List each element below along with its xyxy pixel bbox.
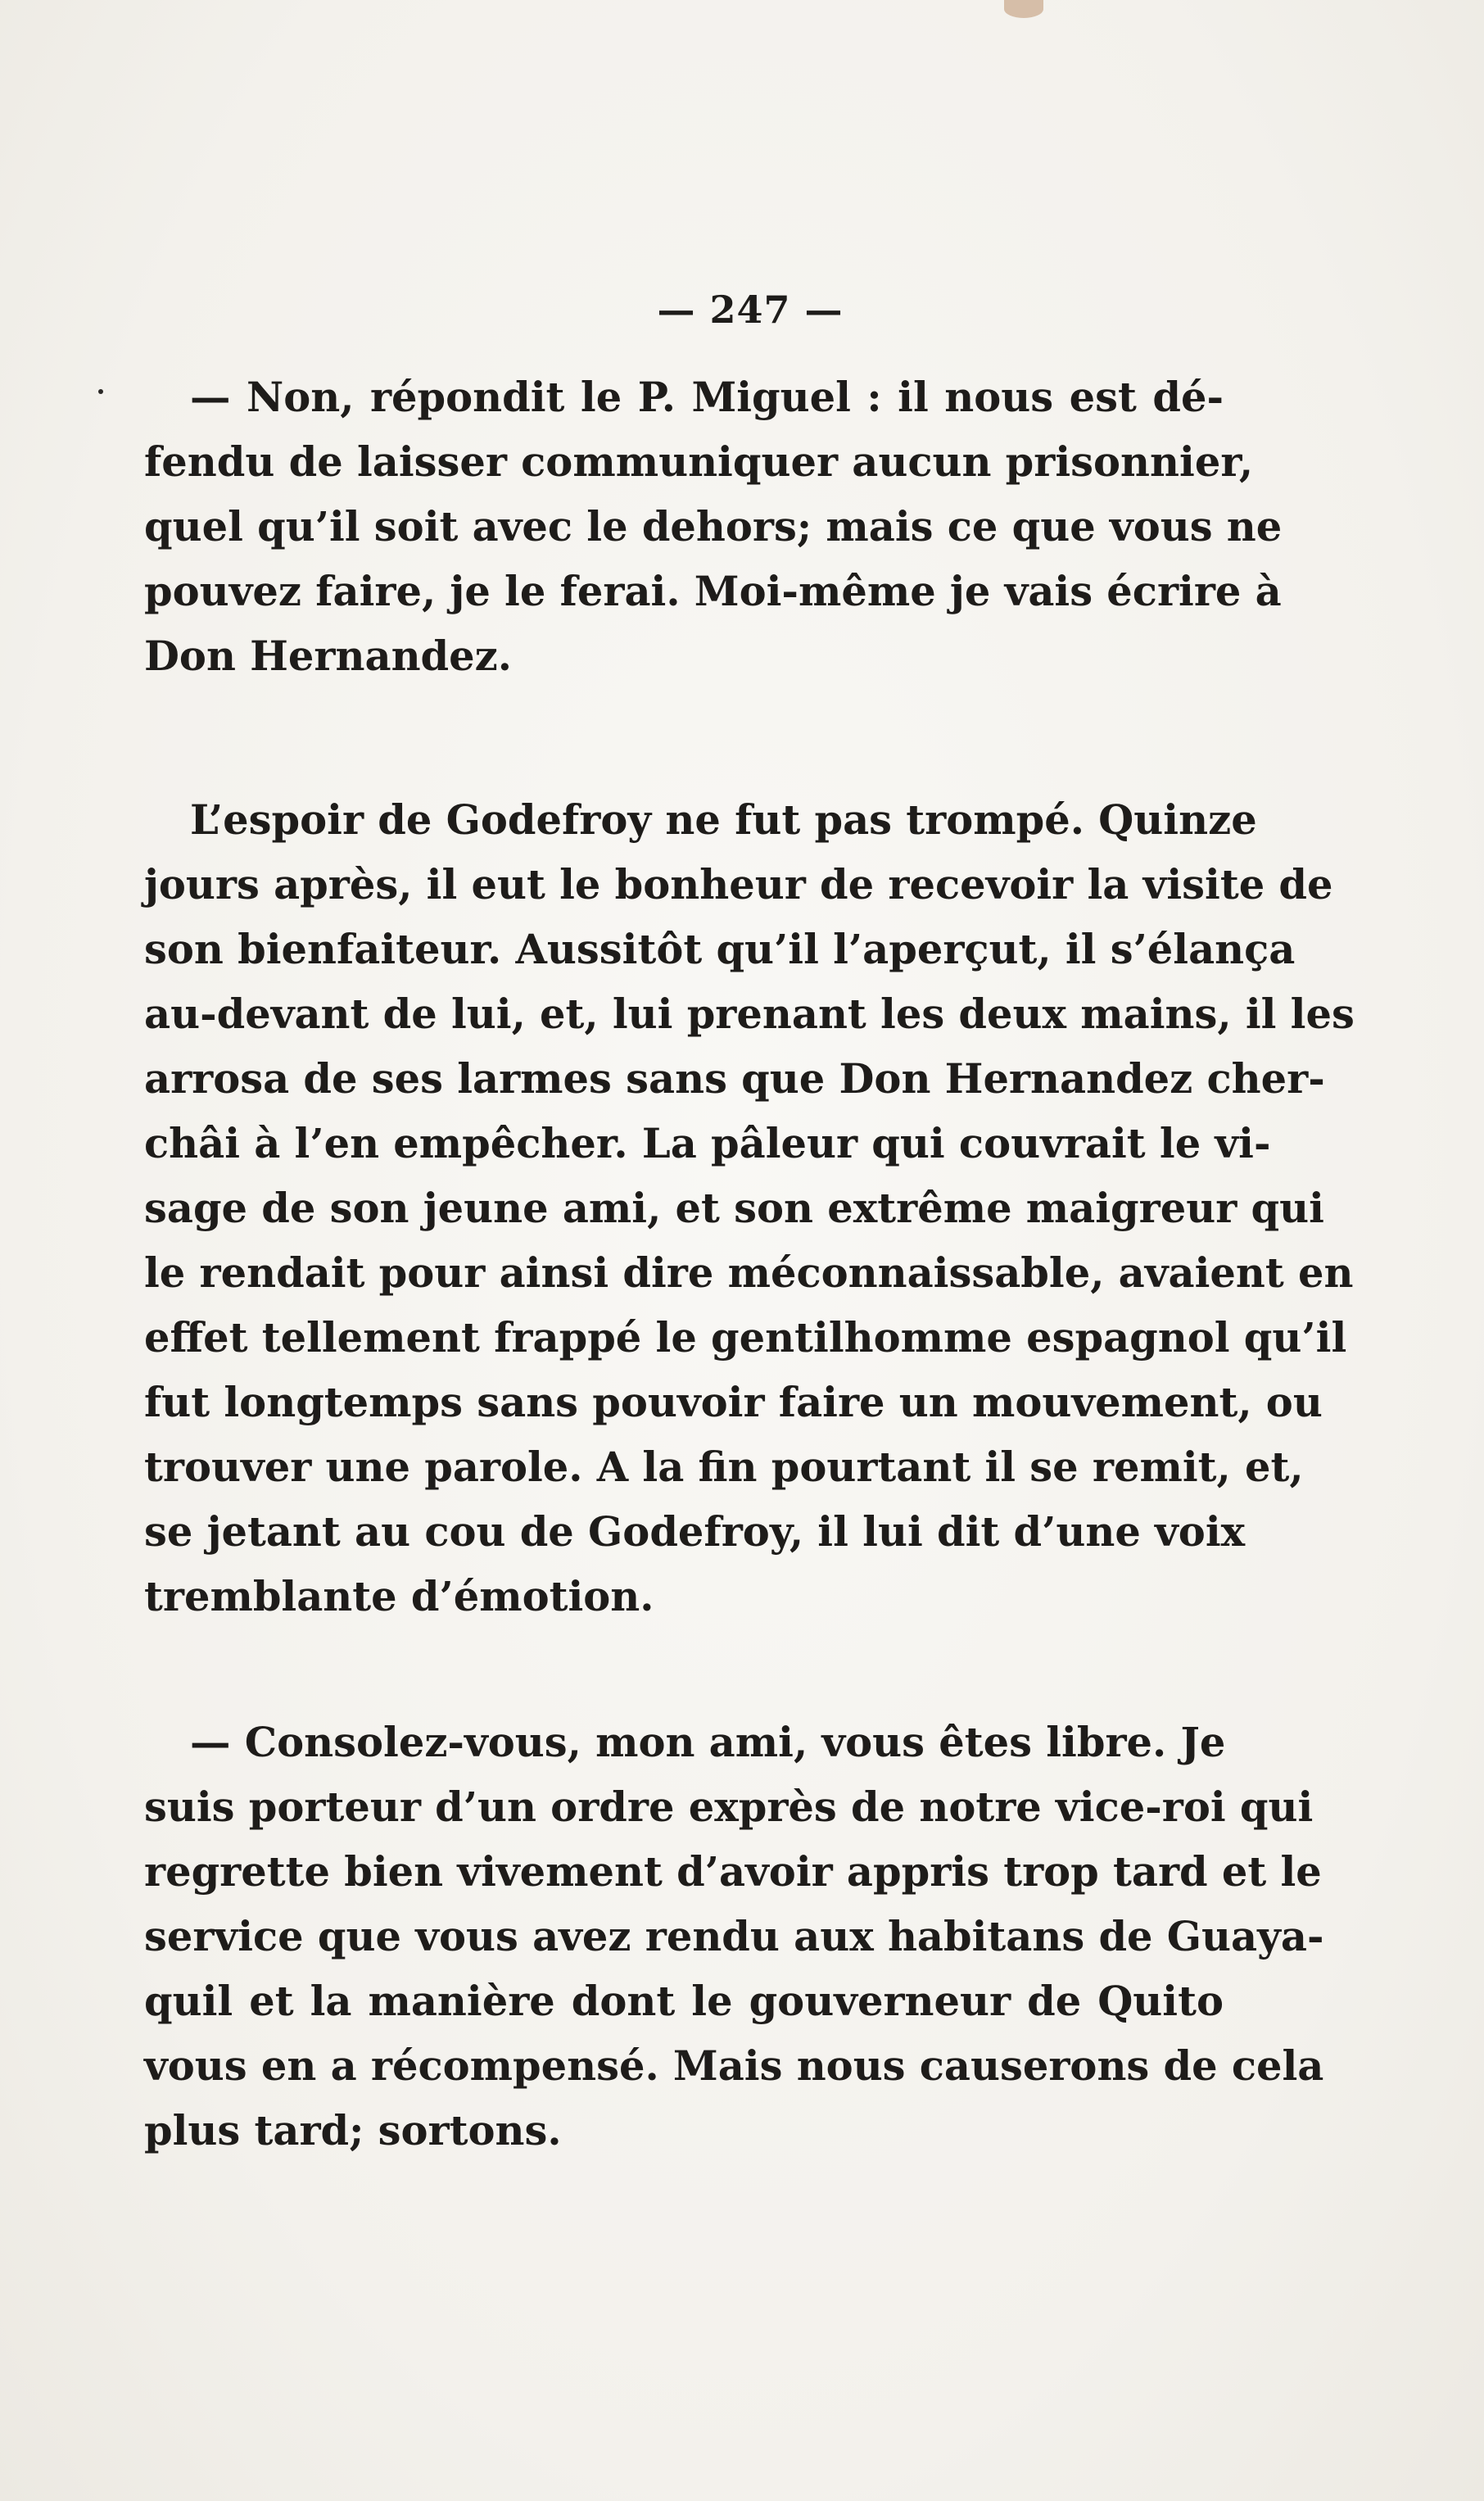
text-line: L’espoir de Godefroy ne fut pas trompé. Quinze	[190, 796, 1257, 844]
text-line: tremblante d’émotion.	[144, 1573, 654, 1620]
text-line: suis porteur d’un ordre exprès de notre vice-roi qui	[144, 1783, 1314, 1831]
text-line: — Consolez-vous, mon ami, vous êtes libre. Je	[190, 1719, 1226, 1766]
paragraph-3	[144, 1710, 1324, 2163]
text-line: le rendait pour ainsi dire méconnaissable, avaient en	[144, 1249, 1354, 1297]
text-line: jours après, il eut le bonheur de recevoir la visite de	[144, 861, 1333, 908]
text-line: son bienfaiteur. Aussitôt qu’il l’aperçut, il s’élança	[144, 926, 1296, 973]
text-line: fut longtemps sans pouvoir faire un mouvement, ou	[144, 1379, 1323, 1426]
text-line: se jetant au cou de Godefroy, il lui dit d’une voix	[144, 1508, 1246, 1556]
margin-mark	[98, 389, 103, 394]
text-line: effet tellement frappé le gentilhomme espagnol qu’il	[144, 1314, 1347, 1362]
page-number: — 247 —	[657, 288, 844, 332]
text-line: — Non, répondit le P. Miguel : il nous est dé-	[190, 374, 1224, 421]
text-line: vous en a récompensé. Mais nous causerons de cela	[144, 2042, 1324, 2090]
text-line: quil et la manière dont le gouverneur de Quito	[144, 1978, 1224, 2025]
text-line: regrette bien vivement d’avoir appris trop tard et le	[144, 1848, 1322, 1896]
paragraph-2	[144, 788, 1355, 1629]
text-line: Don Hernandez.	[144, 632, 513, 680]
text-line: au-devant de lui, et, lui prenant les deux mains, il les	[144, 990, 1355, 1038]
text-line: pouvez faire, je le ferai. Moi-même je vais écrire à	[144, 568, 1282, 615]
text-line: plus tard; sortons.	[144, 2107, 562, 2154]
text-line: fendu de laisser communiquer aucun prisonnier,	[144, 438, 1254, 486]
text-line: châi à l’en empêcher. La pâleur qui couvrait le vi-	[144, 1120, 1271, 1167]
text-line: arrosa de ses larmes sans que Don Hernandez cher-	[144, 1055, 1325, 1103]
text-line: sage de son jeune ami, et son extrême maigreur qui	[144, 1185, 1324, 1232]
paper-stain	[1004, 0, 1043, 18]
text-line: trouver une parole. A la fin pourtant il se remit, et,	[144, 1443, 1304, 1491]
text-line: quel qu’il soit avec le dehors; mais ce que vous ne	[144, 503, 1283, 550]
paragraph-1	[144, 365, 1283, 689]
text-line: service que vous avez rendu aux habitans de Guaya-	[144, 1913, 1324, 1960]
